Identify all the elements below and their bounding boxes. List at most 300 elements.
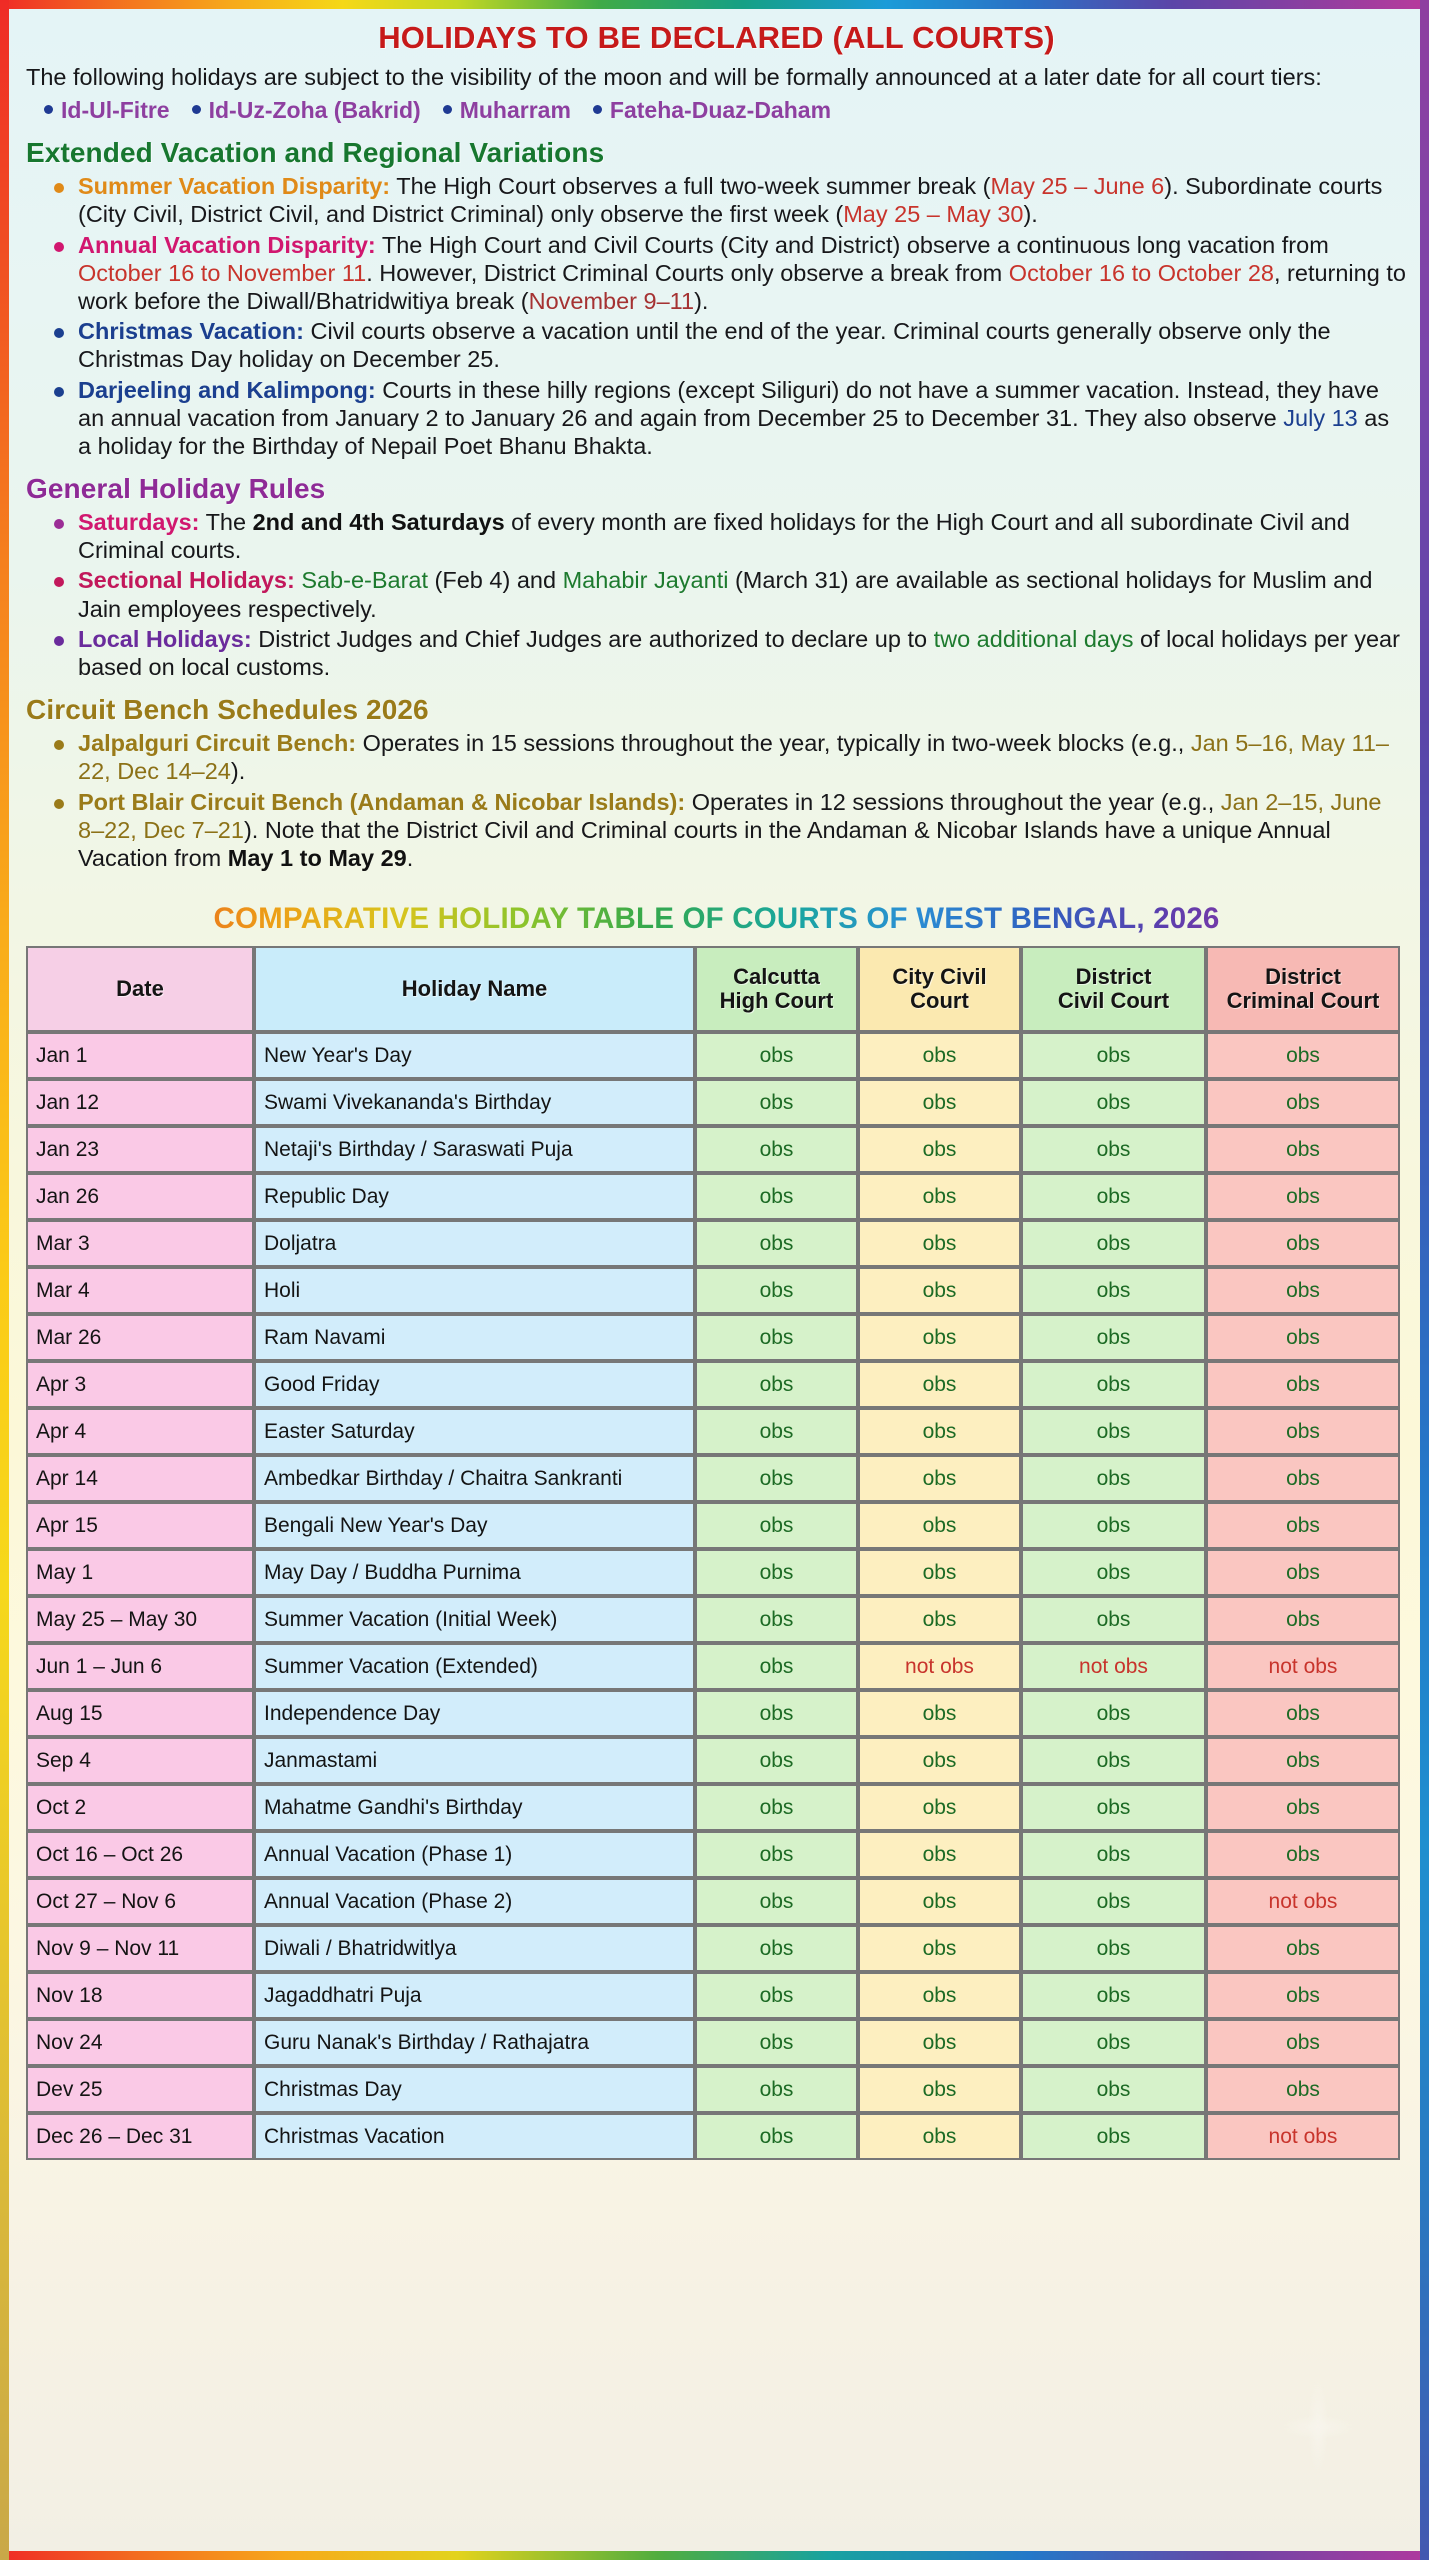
observance-status: obs [759,1326,794,1350]
observance-status: obs [922,1326,957,1350]
bullet-dot-icon [192,105,201,114]
bullet-dot-icon [593,105,602,114]
observance-status: obs [1096,1420,1131,1444]
observance-status: obs [922,1608,957,1632]
cell-district-civil-court [1021,1549,1206,1596]
cell-district-criminal-court [1206,1549,1400,1596]
cell-calcutta-high-court [695,1972,858,2019]
circuit-bench-item-text: Operates in 12 sessions throughout the year (e.g., [685,788,1221,815]
observance-status: obs [759,1138,794,1162]
circuit-bench-item-text: Jan 2–15, June 8–22, Dec 7–21 [78,788,1382,843]
cell-district-criminal-court [1206,1126,1400,1173]
cell-holiday-name: Ram Navami [254,1314,695,1361]
cell-holiday-name: Netaji's Birthday / Saraswati Puja [254,1126,695,1173]
table-row [26,1972,1400,2019]
general-rule-item-lead: Sectional Holidays: [78,567,295,594]
cell-district-criminal-court [1206,1361,1400,1408]
notice-title: HOLIDAYS TO BE DECLARED (ALL COURTS) [378,20,1055,55]
observance-status: obs [922,1185,957,1209]
observance-status: obs [922,1420,957,1444]
general-rule-item [52,508,1407,564]
circuit-bench-item-text: Operates in 15 sessions throughout the year, typically in two-week blocks (e.g., [356,730,1191,757]
cell-calcutta-high-court [695,1549,858,1596]
observance-status: not obs [1268,2125,1338,2149]
table-header-line: City Civil [892,963,987,989]
table-row [26,1408,1400,1455]
circuit-bench-item [52,788,1407,873]
cell-calcutta-high-court [695,1455,858,1502]
observance-status: obs [759,1232,794,1256]
cell-calcutta-high-court [695,1925,858,1972]
table-header-calcutta-high-court [695,946,858,1032]
cell-calcutta-high-court [695,1220,858,1267]
extended-vacation-list [52,172,1407,460]
table-body [26,1032,1400,2160]
extended-vacation-item-lead: Summer Vacation Disparity: [78,173,391,200]
cell-date: Jan 12 [26,1079,254,1126]
general-rule-item-text: of local holidays per year based on local customs. [78,625,1400,680]
cell-district-criminal-court [1206,1408,1400,1455]
cell-district-criminal-court [1206,1502,1400,1549]
cell-district-criminal-court [1206,1737,1400,1784]
table-row [26,1126,1400,1173]
cell-holiday-name: Annual Vacation (Phase 2) [254,1878,695,1925]
cell-holiday-name: Republic Day [254,1173,695,1220]
cell-district-criminal-court [1206,1831,1400,1878]
cell-city-civil-court [858,1032,1021,1079]
general-rule-item-text: two additional days [933,625,1134,652]
general-rule-item-text: The [199,509,253,536]
cell-city-civil-court [858,1361,1021,1408]
cell-date: Jan 1 [26,1032,254,1079]
observance-status: obs [759,1749,794,1773]
observance-status: obs [759,1514,794,1538]
observance-status: obs [1096,1185,1131,1209]
cell-holiday-name: Easter Saturday [254,1408,695,1455]
general-rule-item-lead: Local Holidays: [78,625,252,652]
table-row [26,1831,1400,1878]
cell-city-civil-court [858,1079,1021,1126]
general-rules-list [52,508,1407,681]
extended-vacation-heading: Extended Vacation and Regional Variations [26,137,605,169]
circuit-bench-item-text: May 1 to May 29 [227,844,407,871]
table-row [26,1784,1400,1831]
observance-status: obs [759,2078,794,2102]
comparative-holiday-table [26,946,1400,2160]
circuit-bench-section [26,694,1407,872]
cell-calcutta-high-court [695,1079,858,1126]
observance-status: obs [1286,1138,1320,1162]
observance-status: obs [922,1561,957,1585]
table-row [26,2066,1400,2113]
cell-city-civil-court [858,1267,1021,1314]
observance-status: obs [759,1561,794,1585]
table-row [26,1690,1400,1737]
table-header-row [26,946,1400,1032]
cell-holiday-name: Diwali / Bhatridwitlya [254,1925,695,1972]
observance-status: obs [759,2031,794,2055]
observance-status: obs [1286,1373,1320,1397]
extended-vacation-item [52,317,1407,373]
general-rules-heading: General Holiday Rules [26,473,326,505]
cell-date: Aug 15 [26,1690,254,1737]
table-header-line: High Court [719,988,834,1014]
extended-vacation-item-text: Courts in these hilly regions (except Siliguri) do not have a summer vacation. Instead, they have an annual vacation from January 2 to January 26 and again from December 25 to December 31. They also observe [78,376,1379,431]
observance-status: obs [1286,1279,1320,1303]
cell-district-civil-court [1021,1173,1206,1220]
page-border-bottom [0,2551,1429,2560]
circuit-bench-item [52,729,1407,785]
cell-district-criminal-court [1206,1079,1400,1126]
extended-vacation-item-text: ). [1023,201,1038,228]
cell-calcutta-high-court [695,1502,858,1549]
observance-status: not obs [1268,1890,1338,1914]
cell-district-civil-court [1021,1079,1206,1126]
cell-district-criminal-court [1206,2066,1400,2113]
table-row [26,1878,1400,1925]
observance-status: obs [1286,1937,1320,1961]
cell-date: May 1 [26,1549,254,1596]
general-rule-item-text: District Judges and Chief Judges are authorized to declare up to [251,625,934,652]
cell-district-civil-court [1021,2019,1206,2066]
cell-district-civil-court [1021,1314,1206,1361]
observance-status: not obs [1268,1655,1338,1679]
moon-holiday-item [192,97,421,124]
cell-holiday-name: Christmas Vacation [254,2113,695,2160]
observance-status: obs [922,1138,957,1162]
circuit-bench-item-lead: Jalpalguri Circuit Bench: [78,730,357,757]
circuit-bench-item-lead: Port Blair Circuit Bench (Andaman & Nicobar Islands): [78,788,686,815]
cell-calcutta-high-court [695,1173,858,1220]
cell-date: Oct 2 [26,1784,254,1831]
cell-holiday-name: Janmastami [254,1737,695,1784]
observance-status: obs [1286,1749,1320,1773]
table-row [26,1455,1400,1502]
extended-vacation-item-text: ). [694,287,709,314]
observance-status: obs [1096,1514,1131,1538]
cell-date: Mar 26 [26,1314,254,1361]
observance-status: obs [1286,1232,1320,1256]
cell-district-civil-court [1021,1972,1206,2019]
extended-vacation-item [52,231,1407,316]
observance-status: not obs [1079,1655,1148,1679]
observance-status: obs [1286,1843,1320,1867]
cell-district-civil-court [1021,1925,1206,1972]
moon-holiday-list [44,97,1407,124]
cell-district-civil-court [1021,2113,1206,2160]
observance-status: obs [1286,2078,1320,2102]
table-row [26,1220,1400,1267]
cell-date: Apr 14 [26,1455,254,1502]
cell-district-civil-court [1021,1784,1206,1831]
observance-status: obs [1096,1561,1131,1585]
cell-holiday-name: Doljatra [254,1220,695,1267]
observance-status: obs [759,1420,794,1444]
table-row [26,1079,1400,1126]
observance-status: obs [1286,1467,1320,1491]
general-holiday-rules-section [26,473,1407,681]
observance-status: obs [1096,1843,1131,1867]
observance-status: obs [1096,2125,1131,2149]
cell-district-civil-court [1021,1643,1206,1690]
extended-vacation-item-text: Civil courts observe a vacation until the end of the year. Criminal courts generally observe only the Christmas Day holiday on December 25. [78,318,1331,373]
observance-status: obs [922,1984,957,2008]
observance-status: obs [1096,1326,1131,1350]
cell-district-criminal-court [1206,1972,1400,2019]
table-header-line: Holiday Name [401,976,548,1002]
moon-holiday-label: Id-Ul-Fitre [61,97,170,124]
watermark-sparkle [1263,2352,1373,2502]
cell-district-criminal-court [1206,1314,1400,1361]
cell-city-civil-court [858,2066,1021,2113]
extended-vacation-item-lead: Darjeeling and Kalimpong: [78,376,376,403]
observance-status: obs [1096,1467,1131,1491]
observance-status: not obs [905,1655,974,1679]
cell-district-criminal-court [1206,1784,1400,1831]
general-rule-item [52,625,1407,681]
cell-calcutta-high-court [695,2113,858,2160]
table-row [26,1032,1400,1079]
cell-date: Nov 24 [26,2019,254,2066]
cell-calcutta-high-court [695,2066,858,2113]
cell-holiday-name: Christmas Day [254,2066,695,2113]
extended-vacation-item-text: The High Court observes a full two-week summer break ( [390,173,991,200]
cell-calcutta-high-court [695,1643,858,1690]
cell-district-civil-court [1021,1408,1206,1455]
extended-vacation-item-text: July 13 [1283,404,1358,431]
table-row [26,1173,1400,1220]
cell-date: Nov 18 [26,1972,254,2019]
extended-vacation-item-text: ). Subordinate courts (City Civil, District Civil, and District Criminal) only observe the first week ( [78,173,1383,228]
cell-district-criminal-court [1206,1173,1400,1220]
cell-district-criminal-court [1206,2113,1400,2160]
cell-city-civil-court [858,1549,1021,1596]
circuit-bench-heading: Circuit Bench Schedules 2026 [26,694,429,726]
observance-status: obs [922,1279,957,1303]
observance-status: obs [759,1467,794,1491]
cell-calcutta-high-court [695,1690,858,1737]
table-row [26,1643,1400,1690]
cell-date: Apr 4 [26,1408,254,1455]
observance-status: obs [1286,1702,1320,1726]
extended-vacation-item-text: October 16 to November 11 [78,259,367,286]
cell-date: Apr 15 [26,1502,254,1549]
table-header-line: Criminal Court [1226,988,1380,1014]
cell-city-civil-court [858,1173,1021,1220]
table-head [26,946,1400,1032]
cell-district-criminal-court [1206,1878,1400,1925]
observance-status: obs [1096,1044,1131,1068]
cell-holiday-name: Swami Vivekananda's Birthday [254,1079,695,1126]
cell-city-civil-court [858,1126,1021,1173]
observance-status: obs [922,1937,957,1961]
table-header-line: Court [910,988,969,1014]
observance-status: obs [922,2031,957,2055]
extended-vacation-item-lead: Christmas Vacation: [78,318,304,345]
cell-calcutta-high-court [695,1596,858,1643]
extended-vacation-item-text: May 25 – June 6 [990,173,1165,200]
observance-status: obs [1096,2031,1131,2055]
moon-holiday-label: Id-Uz-Zoha (Bakrid) [208,97,421,124]
observance-status: obs [759,1796,794,1820]
extended-vacation-item-text: May 25 – May 30 [843,201,1024,228]
cell-district-criminal-court [1206,1690,1400,1737]
observance-status: obs [922,2078,957,2102]
cell-district-civil-court [1021,1596,1206,1643]
cell-holiday-name: Annual Vacation (Phase 1) [254,1831,695,1878]
observance-status: obs [759,1843,794,1867]
table-header-district-criminal-court [1206,946,1400,1032]
table-header-line: District [1265,963,1341,989]
cell-date: May 25 – May 30 [26,1596,254,1643]
cell-district-civil-court [1021,1032,1206,1079]
cell-calcutta-high-court [695,2019,858,2066]
observance-status: obs [1096,1232,1131,1256]
observance-status: obs [1096,1937,1131,1961]
cell-calcutta-high-court [695,1314,858,1361]
observance-status: obs [1096,1608,1131,1632]
cell-calcutta-high-court [695,1408,858,1455]
cell-district-criminal-court [1206,1643,1400,1690]
table-header-district-civil-court [1021,946,1206,1032]
cell-holiday-name: New Year's Day [254,1032,695,1079]
bullet-dot-icon [443,105,452,114]
extended-vacation-item-text: November 9–11 [528,287,695,314]
cell-city-civil-court [858,1690,1021,1737]
cell-district-civil-court [1021,1267,1206,1314]
cell-city-civil-court [858,1925,1021,1972]
moon-holiday-label: Muharram [459,97,571,124]
observance-status: obs [922,1749,957,1773]
observance-status: obs [1286,1796,1320,1820]
extended-vacation-item [52,376,1407,461]
observance-status: obs [759,1702,794,1726]
observance-status: obs [759,1091,794,1115]
observance-status: obs [759,2125,794,2149]
cell-district-civil-court [1021,1690,1206,1737]
cell-date: Mar 4 [26,1267,254,1314]
table-row [26,1925,1400,1972]
cell-date: Dec 26 – Dec 31 [26,2113,254,2160]
cell-district-criminal-court [1206,1596,1400,1643]
cell-calcutta-high-court [695,1267,858,1314]
observance-status: obs [1286,1044,1320,1068]
cell-city-civil-court [858,1220,1021,1267]
table-row [26,1267,1400,1314]
cell-district-criminal-court [1206,1455,1400,1502]
observance-status: obs [922,1843,957,1867]
cell-date: Sep 4 [26,1737,254,1784]
observance-status: obs [1096,1138,1131,1162]
observance-status: obs [1096,1091,1131,1115]
table-header-date [26,946,254,1032]
cell-holiday-name: Independence Day [254,1690,695,1737]
observance-status: obs [1096,1373,1131,1397]
cell-date: Mar 3 [26,1220,254,1267]
cell-date: Oct 16 – Oct 26 [26,1831,254,1878]
cell-district-civil-court [1021,1361,1206,1408]
cell-calcutta-high-court [695,1784,858,1831]
cell-city-civil-court [858,1314,1021,1361]
observance-status: obs [922,1467,957,1491]
observance-status: obs [922,1373,957,1397]
cell-holiday-name: Holi [254,1267,695,1314]
observance-status: obs [1286,1514,1320,1538]
cell-calcutta-high-court [695,1126,858,1173]
cell-city-civil-court [858,1455,1021,1502]
observance-status: obs [1096,1796,1131,1820]
cell-district-criminal-court [1206,1267,1400,1314]
cell-date: Oct 27 – Nov 6 [26,1878,254,1925]
table-row [26,1314,1400,1361]
observance-status: obs [1286,1984,1320,2008]
general-rule-item-text: (Feb 4) and [428,567,563,594]
observance-status: obs [1286,1185,1320,1209]
observance-status: obs [1286,2031,1320,2055]
cell-district-criminal-court [1206,1925,1400,1972]
table-row [26,1737,1400,1784]
general-rule-item-text: Mahabir Jayanti [562,567,729,594]
observance-status: obs [922,1890,957,1914]
table-header-line: District [1075,963,1152,989]
observance-status: obs [922,1702,957,1726]
moon-holiday-label: Fateha-Duaz-Daham [609,97,832,124]
cell-district-criminal-court [1206,1220,1400,1267]
extended-vacation-item-text: as a holiday for the Birthday of Nepail Poet Bhanu Bhakta. [78,404,1390,459]
circuit-bench-item-text: . [406,844,414,871]
extended-vacation-item-text: October 16 to October 28 [1008,259,1274,286]
cell-city-civil-court [858,2019,1021,2066]
table-row [26,1549,1400,1596]
cell-city-civil-court [858,1737,1021,1784]
cell-holiday-name: Ambedkar Birthday / Chaitra Sankranti [254,1455,695,1502]
observance-status: obs [759,1608,794,1632]
general-rule-item-lead: Saturdays: [78,509,200,536]
observance-status: obs [759,1937,794,1961]
cell-city-civil-court [858,1596,1021,1643]
cell-calcutta-high-court [695,1361,858,1408]
table-header-line: Civil Court [1057,988,1170,1014]
extended-vacation-item-text: The High Court and Civil Courts (City and District) observe a continuous long vacation from [375,231,1329,258]
cell-city-civil-court [858,1408,1021,1455]
general-rule-item-text: of every month are fixed holidays for the High Court and all subordinate Civil and Criminal courts. [78,509,1350,564]
bullet-dot-icon [44,105,53,114]
extended-vacation-item-text: , returning to work before the Diwall/Bhatridwitiya break ( [78,259,1406,314]
observance-status: obs [759,1279,794,1303]
moon-holiday-item [443,97,571,124]
cell-calcutta-high-court [695,1737,858,1784]
table-row [26,2019,1400,2066]
holidays-to-be-declared-section [26,20,1407,124]
cell-calcutta-high-court [695,1831,858,1878]
cell-date: Jan 26 [26,1173,254,1220]
comparative-table-title: COMPARATIVE HOLIDAY TABLE OF COURTS OF WEST BENGAL, 2026 [26,902,1407,936]
extended-vacation-item-lead: Annual Vacation Disparity: [78,231,376,258]
cell-date: Jun 1 – Jun 6 [26,1643,254,1690]
cell-holiday-name: Good Friday [254,1361,695,1408]
circuit-bench-item-text: Jan 5–16, May 11–22, Dec 14–24 [78,730,1389,785]
table-row [26,1596,1400,1643]
circuit-bench-item-text: ). Note that the District Civil and Criminal courts in the Andaman & Nicobar Islands have a unique Annual Vacation from [78,816,1331,871]
cell-date: Jan 23 [26,1126,254,1173]
cell-holiday-name: Mahatme Gandhi's Birthday [254,1784,695,1831]
general-rule-item [52,566,1407,622]
extended-vacation-item-text: . However, District Criminal Courts only observe a break from [366,259,1009,286]
cell-date: Dev 25 [26,2066,254,2113]
cell-holiday-name: Bengali New Year's Day [254,1502,695,1549]
cell-calcutta-high-court [695,1032,858,1079]
observance-status: obs [759,1890,794,1914]
